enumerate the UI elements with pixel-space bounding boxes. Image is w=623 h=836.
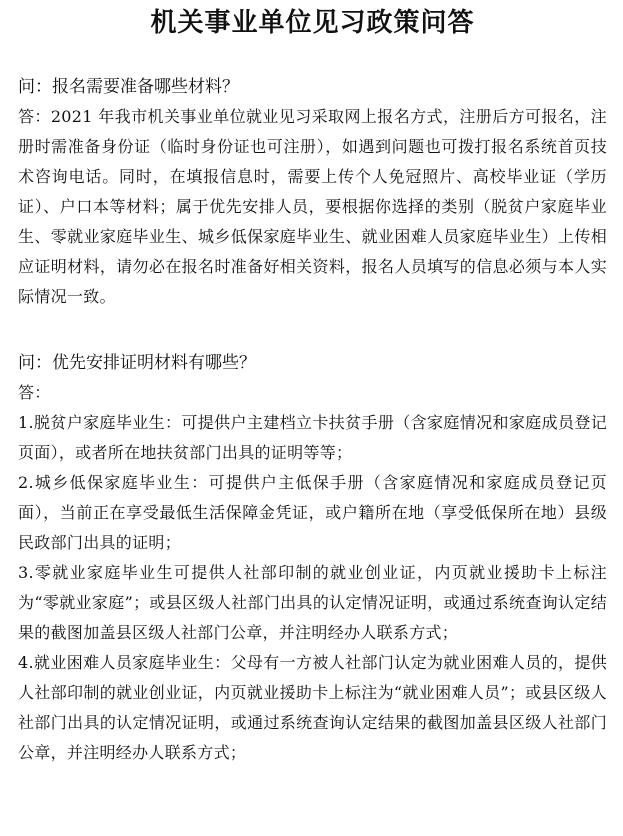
answer-2-item-1: 1.脱贫户家庭毕业生：可提供户主建档立卡扶贫手册（含家庭情况和家庭成员登记页面），或者所在地扶贫部门出具的证明等等；	[18, 413, 607, 462]
answer-2-item-4: 4.就业困难人员家庭毕业生：父母有一方被人社部门认定为就业困难人员的，提供人社部印制的就业创业证，内页就业援助卡上标注为“就业困难人员”；或县区级人社部门出具的认定情况证明，或通过系统查询认定结果的截图加盖县区级人社部门公章，并注明经办人联系方式；	[18, 653, 607, 762]
answer-2-item-3: 3.零就业家庭毕业生可提供人社部印制的就业创业证，内页就业援助卡上标注为“零就业家庭”；或县区级人社部门出具的认定情况证明，或通过系统查询认定结果的截图加盖县区级人社部门公章，并注明经办人联系方式；	[18, 563, 607, 642]
answer-1: 答：2021 年我市机关事业单位就业见习采取网上报名方式，注册后方可报名，注册时需准备身份证（临时身份证也可注册），如遇到问题也可拨打报名系统首页技术咨询电话。同时，在填报信息时，需要上传个人免冠照片、高校毕业证（学历证）、户口本等材料；属于优先安排人员，要根据你选择的类别（脱贫户家庭毕业生、零就业家庭毕业生、城乡低保家庭毕业生、就业困难人员家庭毕业生）上传相应证明材料，请勿必在报名时准备好相关资料，报名人员填写的信息必须与本人实际情况一致。	[18, 107, 607, 306]
question-1: 问：报名需要准备哪些材料？	[18, 77, 239, 97]
answer-2-item-2: 2.城乡低保家庭毕业生：可提供户主低保手册（含家庭情况和家庭成员登记页面），当前正在享受最低生活保障金凭证，或户籍所在地（享受低保所在地）县级民政部门出具的证明；	[18, 473, 607, 552]
question-2: 问：优先安排证明材料有哪些？	[18, 353, 256, 373]
answer-2-label: 答：	[18, 383, 51, 402]
document-title: 机关事业单位见习政策问答	[150, 8, 475, 38]
